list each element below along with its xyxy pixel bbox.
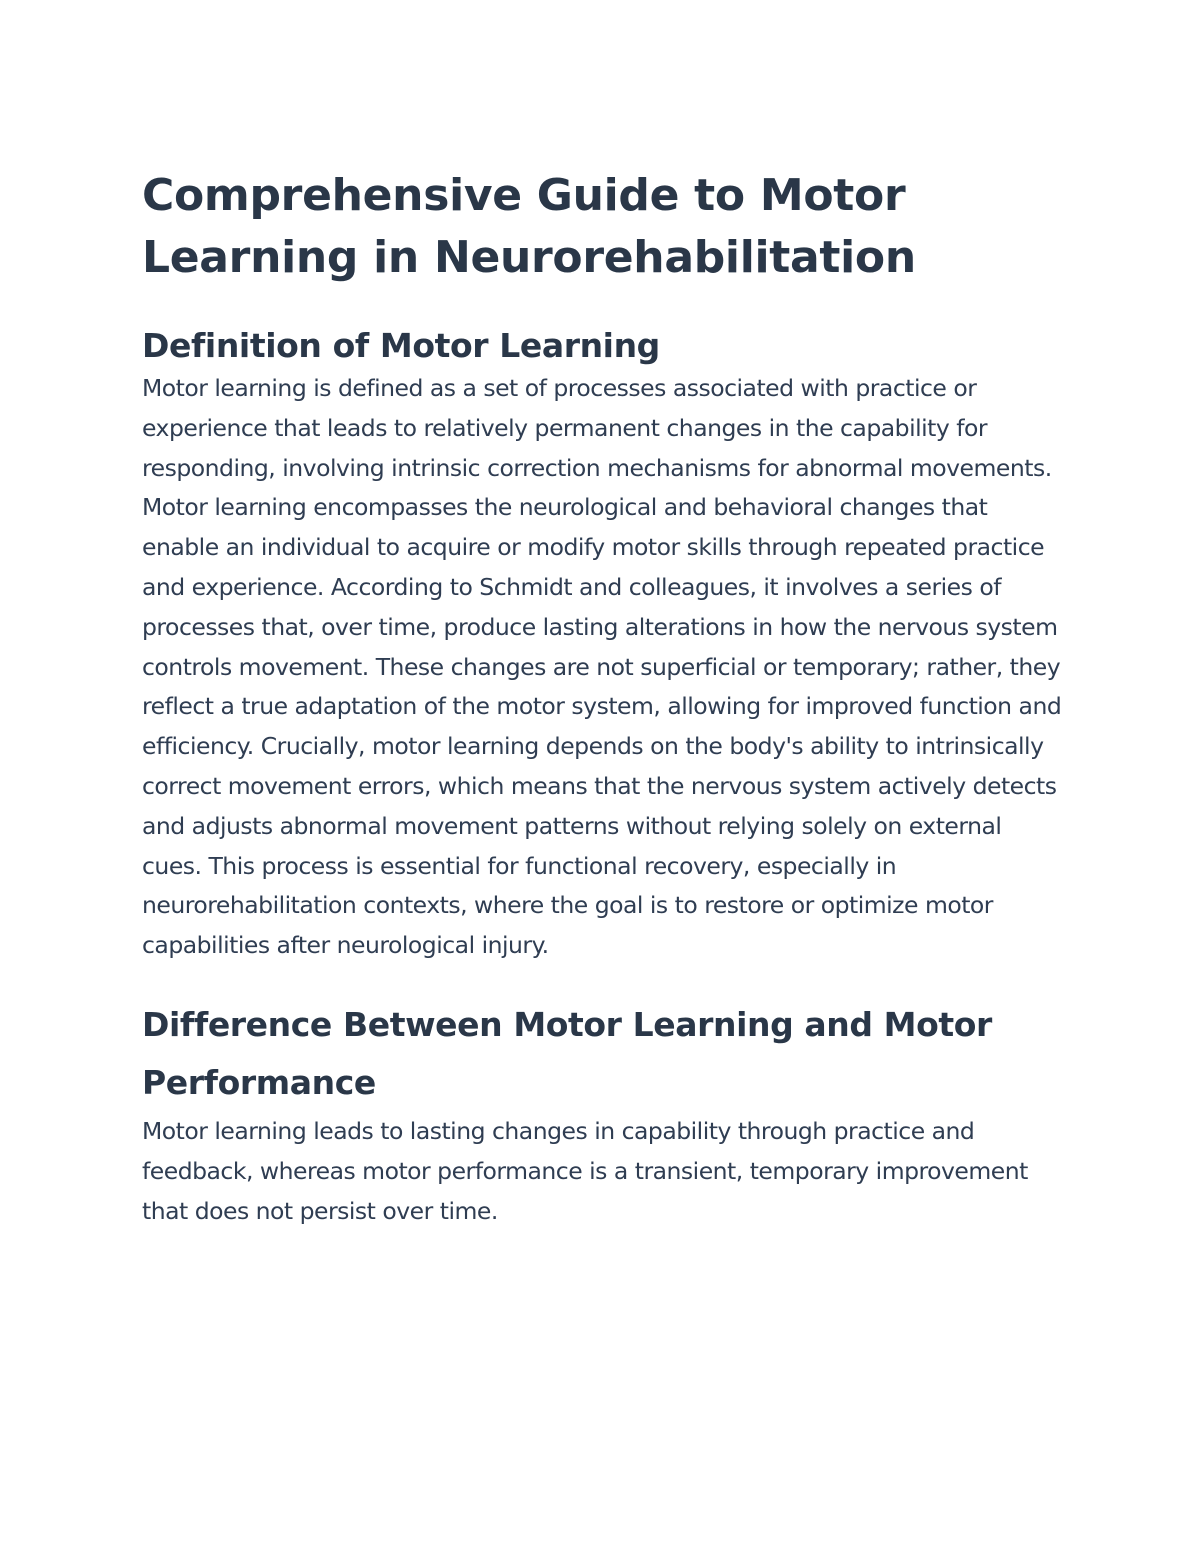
document-page [142,165,1067,1231]
section-heading-definition: Definition of Motor Learning [142,326,660,365]
section-heading-difference: Difference Between Motor Learning and Motor Performance [142,1004,992,1102]
section-definition [142,323,1067,966]
paragraph-definition-summary: Motor learning is defined as a set of processes associated with practice or experience that leads to relatively permanent changes in the capability for responding, involving intrinsic correction mechanisms for abnormal movements. [142,374,1052,482]
section-difference [142,996,1067,1231]
paragraph-difference-summary: Motor learning leads to lasting changes in capability through practice and feedback, whereas motor performance is a transient, temporary improvement that does not persist over time. [142,1116,1028,1225]
paragraph-definition-detail: Motor learning encompasses the neurological and behavioral changes that enable an individual to acquire or modify motor skills through repeated practice and experience. According to Schmidt and colleagues, it involves a series of processes that, over time, produce lasting alterations in how the nervous system controls movement. These changes are not superficial or temporary; rather, they reflect a true adaptation of the motor system, allowing for improved function and efficiency. Crucially, motor learning depends on the body's ability to intrinsically correct movement errors, which means that the nervous system actively detects and adjusts abnormal movement patterns without relying solely on external cues. This process is essential for functional recovery, especially in neurorehabilitation contexts, where the goal is to restore or optimize motor capabilities after neurological injury. [142,493,1062,960]
document-title: Comprehensive Guide to Motor Learning in Neurorehabilitation [142,170,916,283]
